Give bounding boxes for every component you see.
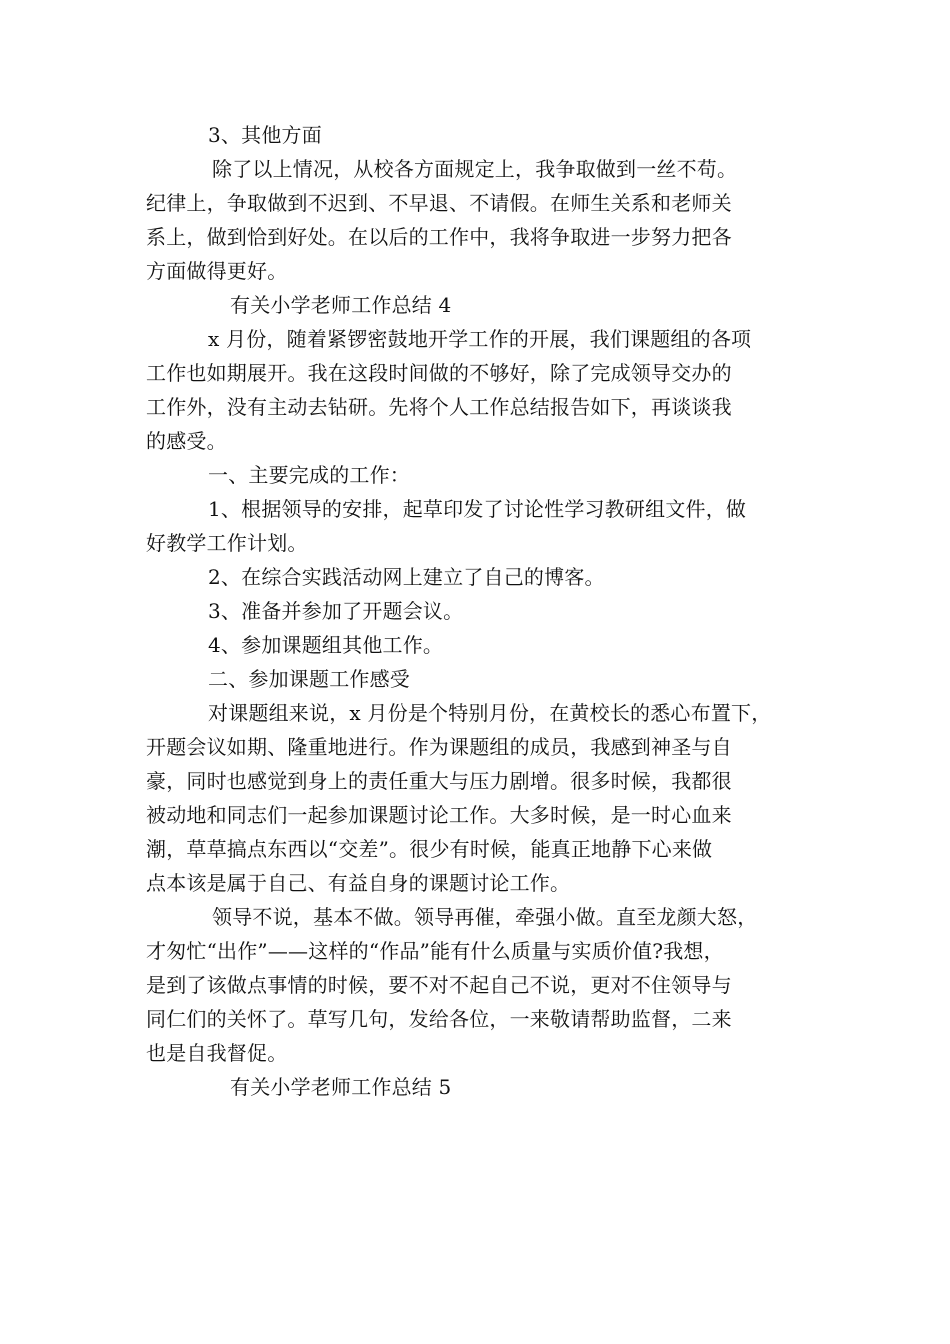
paragraph-line: 也是自我督促。 (146, 1041, 288, 1065)
list-item-4: 4、参加课题组其他工作。 (208, 633, 444, 657)
document-page (146, 118, 810, 1104)
heading-main-work: 一、主要完成的工作： (208, 463, 410, 487)
list-item-1 (146, 492, 810, 560)
paragraph-line: 同仁们的关怀了。草写几句，发给各位，一来敬请帮助监督，二来 (146, 1007, 732, 1031)
paragraph-line: 的感受。 (146, 429, 227, 453)
list-item-3: 3、准备并参加了开题会议。 (208, 599, 464, 623)
list-item-2: 2、在综合实践活动网上建立了自己的博客。 (208, 565, 605, 589)
section-title-5: 有关小学老师工作总结 5 (230, 1075, 452, 1099)
paragraph-line: 是到了该做点事情的时候，要不对不起自己不说，更对不住领导与 (146, 973, 732, 997)
paragraph-line: 领导不说，基本不做。领导再催，牵强小做。直至龙颜大怒， (212, 905, 758, 929)
section-heading-other: 3、其他方面 (208, 123, 322, 147)
paragraph-line: 才匆忙“出作”——这样的“作品”能有什么质量与实质价值?我想， (146, 939, 724, 963)
paragraph-intro (146, 322, 810, 458)
paragraph-line: 工作也如期展开。我在这段时间做的不够好，除了完成领导交办的 (146, 361, 732, 385)
paragraph-line: 除了以上情况，从校各方面规定上，我争取做到一丝不苟。 (212, 157, 738, 181)
paragraph-line: x 月份，随着紧锣密鼓地开学工作的开展，我们课题组的各项 (208, 327, 752, 351)
paragraph-line: 点本该是属于自己、有益自身的课题讨论工作。 (146, 871, 571, 895)
paragraph-line: 工作外，没有主动去钻研。先将个人工作总结报告如下，再谈谈我 (146, 395, 732, 419)
paragraph-feelings (146, 696, 810, 900)
paragraph-line: 豪，同时也感觉到身上的责任重大与压力剧增。很多时候，我都很 (146, 769, 732, 793)
paragraph-line: 开题会议如期、隆重地进行。作为课题组的成员，我感到神圣与自 (146, 735, 732, 759)
paragraph-line: 潮，草草搞点东西以“交差”。很少有时候，能真正地静下心来做 (146, 837, 713, 861)
section-title-4: 有关小学老师工作总结 4 (230, 293, 452, 317)
paragraph-line: 1、根据领导的安排，起草印发了讨论性学习教研组文件，做 (208, 497, 747, 521)
paragraph-line: 系上，做到恰到好处。在以后的工作中，我将争取进一步努力把各 (146, 225, 732, 249)
paragraph-line: 好教学工作计划。 (146, 531, 308, 555)
paragraph-line: 方面做得更好。 (146, 259, 288, 283)
paragraph-line: 纪律上，争取做到不迟到、不早退、不请假。在师生关系和老师关 (146, 191, 732, 215)
paragraph-line: 被动地和同志们一起参加课题讨论工作。大多时候，是一时心血来 (146, 803, 732, 827)
paragraph-reflection (146, 900, 810, 1070)
paragraph-line: 对课题组来说，x 月份是个特别月份，在黄校长的悉心布置下， (208, 701, 772, 725)
heading-feelings: 二、参加课题工作感受 (208, 667, 410, 691)
paragraph-other-aspects (146, 152, 810, 288)
